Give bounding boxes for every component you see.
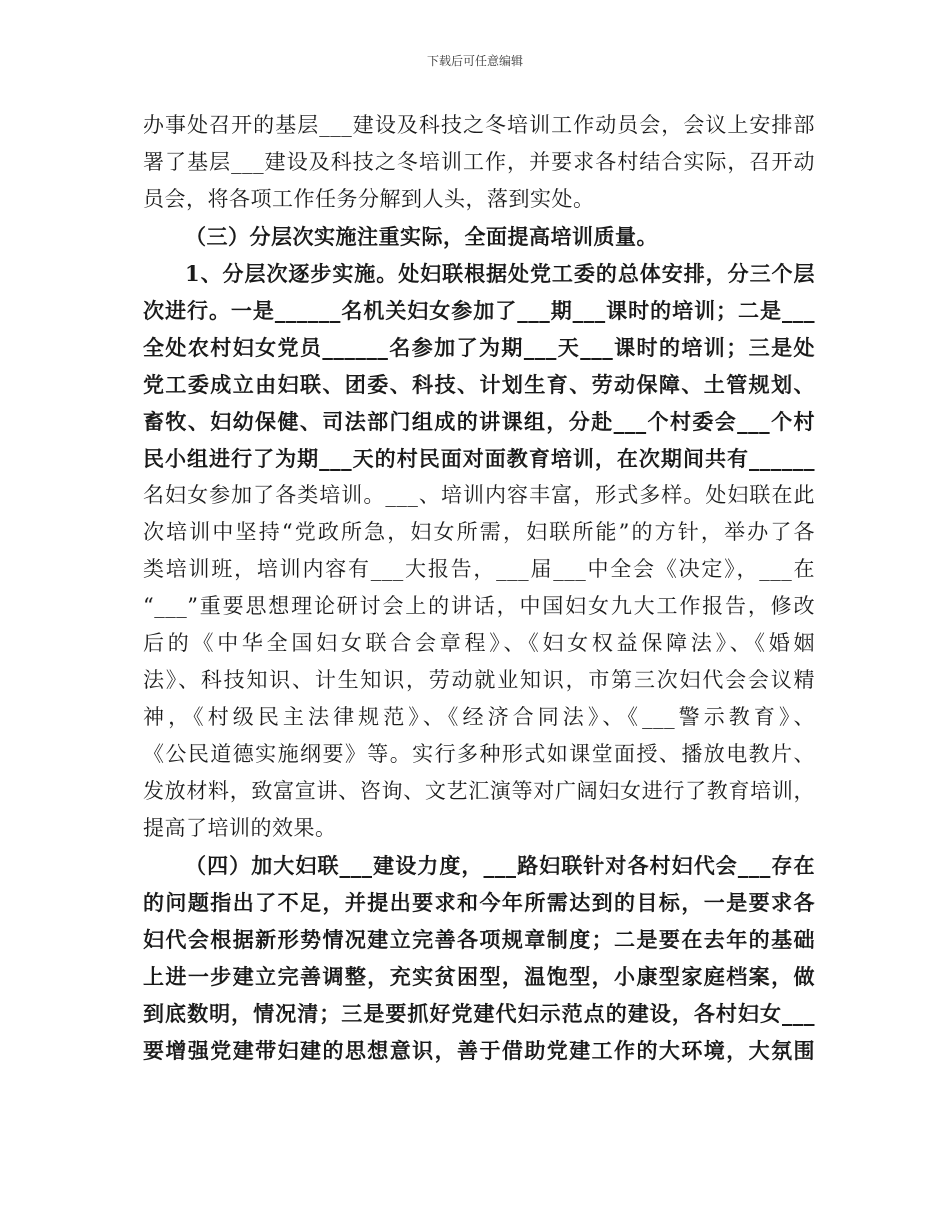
document-body bbox=[143, 107, 815, 1069]
text-line: 到底数明，情况清；三是要抓好党建代妇示范点的建设，各村妇女___ bbox=[143, 1001, 815, 1026]
text-line: 妇代会根据新形势情况建立完善各项规章制度；二是要在去年的基础 bbox=[143, 927, 815, 952]
text-line: 1、分层次逐步实施。处妇联根据处党工委的总体安排，分三个层 bbox=[185, 261, 815, 286]
text-line: 上进一步建立完善调整，充实贫困型，温饱型，小康型家庭档案，做 bbox=[143, 964, 815, 989]
text-line: 员会，将各项工作任务分解到人头，落到实处。 bbox=[143, 187, 595, 211]
paragraph bbox=[143, 847, 815, 1069]
text-line: 民小组进行了为期___天的村民面对面教育培训，在次期间共有______ bbox=[143, 446, 815, 471]
text-line: 要增强党建带妇建的思想意识，善于借助党建工作的大环境，大氛围 bbox=[143, 1038, 815, 1063]
page-header: 下载后可任意编辑 bbox=[426, 54, 523, 68]
text-line: 名妇女参加了各类培训。___、培训内容丰富，形式多样。处妇联在此 bbox=[143, 483, 815, 507]
text-line: 办事处召开的基层___建设及科技之冬培训工作动员会，会议上安排部 bbox=[143, 113, 815, 137]
text-line: 发放材料，致富宣讲、咨询、文艺汇演等对广阔妇女进行了教育培训， bbox=[143, 779, 815, 803]
text-line: 畜牧、妇幼保健、司法部门组成的讲课组，分赴___个村委会___个村 bbox=[143, 409, 815, 434]
heading-line: （三）分层次实施注重实际，全面提高培训质量。 bbox=[185, 224, 658, 249]
text-line: 次培训中坚持“党政所急，妇女所需，妇联所能”的方针，举办了各 bbox=[143, 520, 815, 544]
text-line: 全处农村妇女党员______名参加了为期___天___课时的培训；三是处 bbox=[143, 335, 815, 360]
text-line: 《公民道德实施纲要》等。实行多种形式如课堂面授、播放电教片、 bbox=[143, 742, 815, 766]
paragraph bbox=[143, 255, 815, 847]
text-line: 后的《中华全国妇女联合会章程》、《妇女权益保障法》、《婚姻 bbox=[143, 631, 815, 655]
text-line: 署了基层___建设及科技之冬培训工作，并要求各村结合实际，召开动 bbox=[143, 150, 815, 174]
text-line: 党工委成立由妇联、团委、科技、计划生育、劳动保障、土管规划、 bbox=[143, 372, 815, 397]
section-heading bbox=[143, 218, 815, 255]
text-line: 次进行。一是______名机关妇女参加了___期___课时的培训；二是___ bbox=[143, 298, 815, 323]
text-line: 神，《村级民主法律规范》、《经济合同法》、《___警示教育》、 bbox=[143, 705, 815, 729]
text-line: 法》、科技知识、计生知识，劳动就业知识，市第三次妇代会会议精 bbox=[143, 668, 815, 692]
text-line: 的问题指出了不足，并提出要求和今年所需达到的目标，一是要求各 bbox=[143, 890, 815, 915]
text-line: 提高了培训的效果。 bbox=[143, 816, 337, 840]
text-line: （四）加大妇联___建设力度，___路妇联针对各村妇代会___存在 bbox=[185, 853, 815, 878]
text-line: “___”重要思想理论研讨会上的讲话，中国妇女九大工作报告，修改 bbox=[143, 594, 815, 618]
text-line: 类培训班，培训内容有___大报告，___届___中全会《决定》，___在 bbox=[143, 557, 815, 581]
paragraph bbox=[143, 107, 815, 218]
